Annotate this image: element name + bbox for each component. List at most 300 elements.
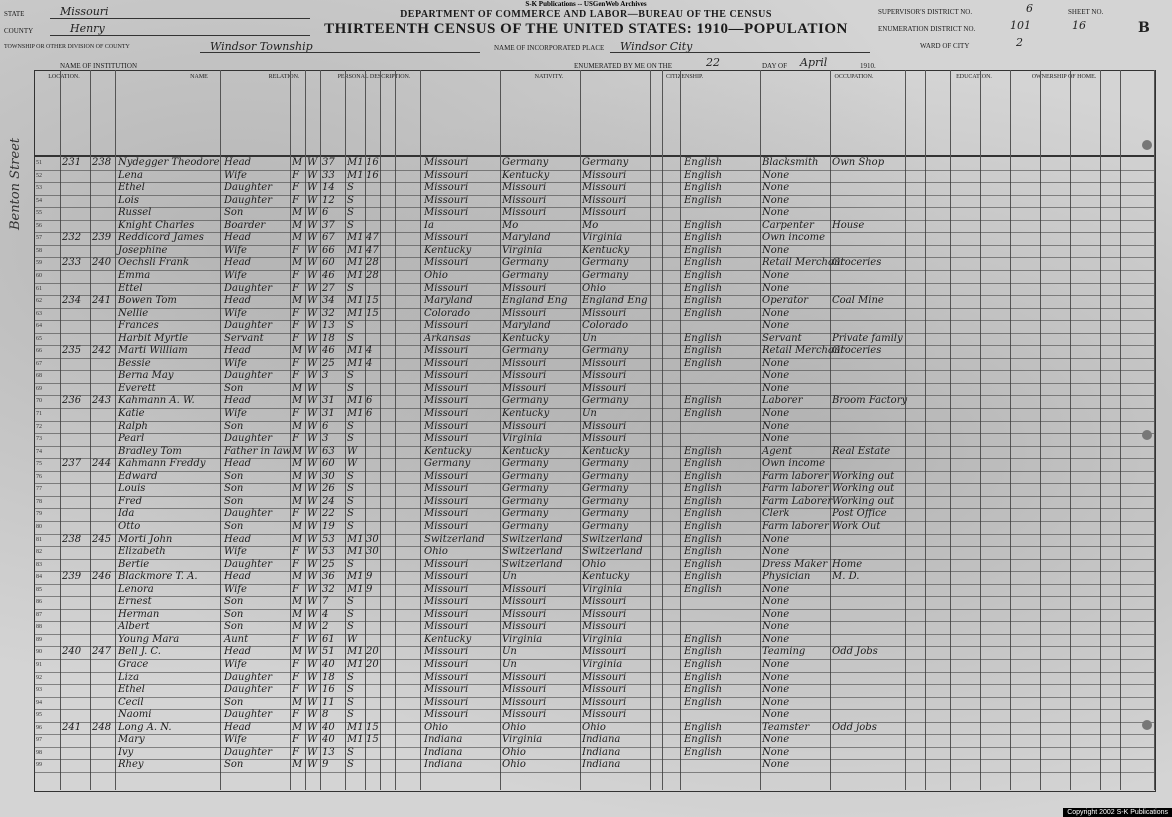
cell-mother-birthplace: Ohio [582, 721, 606, 733]
cell-relationship: Head [224, 157, 252, 168]
cell-person-name: Morti John [118, 533, 173, 545]
county-label: COUNTY [4, 27, 34, 35]
cell-mother-birthplace: Switzerland [582, 533, 643, 545]
line-number: 76 [36, 473, 42, 480]
cell-age: 6 [322, 420, 329, 432]
line-number: 54 [36, 197, 42, 204]
cell-occupation: Own income [762, 458, 826, 470]
township-label: TOWNSHIP OR OTHER DIVISION OF COUNTY [4, 44, 130, 50]
cell-family-number: 247 [92, 646, 112, 658]
cell-mother-birthplace: Missouri [582, 433, 627, 445]
cell-marital-status: M1 [347, 721, 364, 733]
cell-person-name: Kahmann A. W. [118, 395, 195, 407]
sheet-label: SHEET NO. [1068, 8, 1104, 16]
cell-sex: F [292, 746, 299, 758]
cell-birthplace: Arkansas [424, 332, 471, 344]
line-number: 92 [36, 674, 42, 681]
cell-race: W [307, 219, 318, 231]
column-rule [305, 70, 306, 790]
cell-marital-status: M1 [347, 295, 364, 307]
line-number: 65 [36, 335, 42, 342]
column-rule [760, 70, 761, 790]
cell-person-name: Ivy [118, 746, 134, 758]
enumerated-month: April [800, 56, 828, 69]
cell-relationship: Wife [224, 583, 247, 595]
cell-mother-birthplace: Missouri [582, 194, 627, 206]
line-number: 95 [36, 712, 42, 719]
cell-marital-status: S [347, 182, 354, 194]
cell-relationship: Wife [224, 408, 247, 419]
cell-father-birthplace: Missouri [502, 671, 547, 683]
line-number: 68 [36, 373, 42, 380]
cell-mother-birthplace: Missouri [582, 307, 627, 319]
cell-father-birthplace: Missouri [502, 596, 547, 608]
cell-person-name: Marti William [118, 345, 188, 357]
cell-person-name: Nydegger Theodore [118, 157, 220, 168]
cell-relationship: Wife [224, 169, 247, 181]
cell-industry: Working out [832, 483, 895, 495]
cell-language: English [684, 182, 723, 194]
cell-age: 25 [322, 558, 335, 570]
cell-relationship: Daughter [224, 433, 272, 445]
cell-birthplace: Switzerland [424, 533, 485, 545]
cell-occupation: None [762, 746, 790, 758]
cell-relationship: Daughter [224, 684, 272, 696]
cell-relationship: Daughter [224, 194, 272, 206]
cell-person-name: Reddicord James [118, 232, 204, 244]
cell-father-birthplace: Mo [502, 219, 519, 231]
col-ownership: OWNERSHIP OF HOME. [1031, 74, 1097, 80]
cell-marital-status: M1 [347, 571, 364, 583]
cell-age: 9 [322, 759, 329, 771]
cell-birthplace: Germany [424, 458, 471, 470]
cell-mother-birthplace: Ohio [582, 558, 606, 570]
cell-birthplace: Missouri [424, 583, 469, 595]
cell-mother-birthplace: Virginia [582, 633, 623, 645]
cell-relationship: Daughter [224, 746, 272, 758]
cell-person-name: Russel [118, 207, 152, 219]
cell-sex: M [292, 621, 303, 633]
column-rule [950, 70, 951, 790]
place-label: NAME OF INCORPORATED PLACE [494, 44, 605, 52]
cell-relationship: Head [224, 257, 252, 269]
cell-age: 3 [322, 433, 329, 445]
cell-age: 14 [322, 182, 335, 194]
cell-father-birthplace: Germany [502, 395, 549, 407]
cell-mother-birthplace: Missouri [582, 608, 627, 620]
cell-occupation: None [762, 420, 790, 432]
cell-birthplace: Indiana [424, 746, 463, 758]
cell-sex: M [292, 257, 303, 269]
col-occupation: OCCUPATION. [834, 74, 874, 80]
cell-occupation: None [762, 696, 790, 708]
cell-father-birthplace: Missouri [502, 207, 547, 219]
cell-years-married: 4 [366, 357, 373, 369]
cell-race: W [307, 608, 318, 620]
cell-mother-birthplace: Indiana [582, 746, 621, 758]
cell-language: English [684, 357, 723, 369]
cell-mother-birthplace: Germany [582, 157, 629, 168]
cell-language: English [684, 746, 723, 758]
cell-race: W [307, 194, 318, 206]
cell-birthplace: Missouri [424, 433, 469, 445]
cell-mother-birthplace: Colorado [582, 320, 629, 332]
cell-language: English [684, 533, 723, 545]
cell-mother-birthplace: Kentucky [582, 445, 630, 457]
cell-father-birthplace: Missouri [502, 357, 547, 369]
cell-person-name: Bessie [118, 357, 151, 369]
col-citizenship: CITIZENSHIP. [666, 74, 704, 80]
cell-race: W [307, 244, 318, 256]
cell-sex: M [292, 420, 303, 432]
cell-age: 37 [322, 219, 335, 231]
cell-marital-status: M1 [347, 157, 364, 168]
column-rule [680, 70, 681, 790]
line-number: 93 [36, 687, 42, 694]
cell-person-name: Bell J. C. [118, 646, 161, 658]
cell-marital-status: W [347, 445, 358, 457]
cell-race: W [307, 709, 318, 721]
cell-age: 18 [322, 671, 335, 683]
cell-years-married: 20 [366, 646, 379, 658]
line-number: 87 [36, 611, 42, 618]
cell-mother-birthplace: Germany [582, 458, 629, 470]
cell-mother-birthplace: Un [582, 408, 597, 419]
cell-father-birthplace: Germany [502, 470, 549, 482]
cell-birthplace: Missouri [424, 684, 469, 696]
cell-person-name: Everett [118, 382, 156, 394]
cell-birthplace: Ia [424, 219, 434, 231]
cell-father-birthplace: Un [502, 571, 517, 583]
cell-family-number: 242 [92, 345, 112, 357]
cell-race: W [307, 169, 318, 181]
cell-language: English [684, 194, 723, 206]
cell-sex: M [292, 207, 303, 219]
cell-father-birthplace: Missouri [502, 382, 547, 394]
cell-years-married: 30 [366, 533, 379, 545]
cell-father-birthplace: Germany [502, 495, 549, 507]
line-number: 70 [36, 398, 42, 405]
cell-age: 13 [322, 320, 335, 332]
cell-race: W [307, 408, 318, 419]
cell-race: W [307, 232, 318, 244]
cell-race: W [307, 533, 318, 545]
cell-sex: M [292, 458, 303, 470]
cell-marital-status: W [347, 458, 358, 470]
cell-language: English [684, 558, 723, 570]
cell-father-birthplace: Maryland [502, 232, 551, 244]
cell-relationship: Son [224, 495, 244, 507]
cell-occupation: None [762, 269, 790, 281]
cell-marital-status: M1 [347, 646, 364, 658]
cell-father-birthplace: England Eng [502, 295, 568, 307]
cell-years-married: 6 [366, 395, 373, 407]
column-rule [220, 70, 221, 790]
cell-relationship: Son [224, 608, 244, 620]
sheet-value: 16 [1072, 19, 1086, 32]
cell-person-name: Katie [118, 408, 145, 419]
cell-sex: M [292, 157, 303, 168]
enumerated-day: 22 [706, 56, 720, 69]
cell-race: W [307, 307, 318, 319]
sheet-side: B [1138, 20, 1150, 36]
cell-mother-birthplace: Germany [582, 257, 629, 269]
cell-sex: M [292, 495, 303, 507]
cell-language: English [684, 169, 723, 181]
street-side-note: Benton Street [8, 137, 23, 230]
cell-mother-birthplace: Kentucky [582, 244, 630, 256]
cell-sex: M [292, 295, 303, 307]
cell-age: 34 [322, 295, 335, 307]
cell-occupation: None [762, 684, 790, 696]
cell-language: English [684, 671, 723, 683]
cell-dwelling-number: 239 [62, 571, 82, 583]
cell-marital-status: S [347, 470, 354, 482]
line-number: 73 [36, 436, 42, 443]
cell-relationship: Wife [224, 357, 247, 369]
line-number: 62 [36, 298, 42, 305]
cell-father-birthplace: Missouri [502, 420, 547, 432]
cell-language: English [684, 269, 723, 281]
cell-person-name: Ethel [118, 684, 145, 696]
cell-language: English [684, 458, 723, 470]
cell-father-birthplace: Missouri [502, 608, 547, 620]
cell-occupation: Laborer [762, 395, 803, 407]
column-rule [90, 70, 91, 790]
cell-sex: M [292, 721, 303, 733]
cell-father-birthplace: Virginia [502, 244, 543, 256]
cell-occupation: Physician [762, 571, 811, 583]
cell-marital-status: S [347, 508, 354, 520]
cell-language: English [684, 332, 723, 344]
cell-language: English [684, 282, 723, 294]
cell-sex: F [292, 734, 299, 746]
cell-race: W [307, 508, 318, 520]
cell-sex: M [292, 533, 303, 545]
cell-industry: Home [832, 558, 863, 570]
cell-marital-status: S [347, 596, 354, 608]
cell-father-birthplace: Switzerland [502, 558, 563, 570]
cell-language: English [684, 734, 723, 746]
cell-marital-status: S [347, 520, 354, 532]
cell-person-name: Grace [118, 659, 149, 670]
cell-marital-status: S [347, 558, 354, 570]
line-number: 85 [36, 586, 42, 593]
cell-person-name: Bertie [118, 558, 150, 570]
cell-father-birthplace: Kentucky [502, 169, 550, 181]
line-number: 99 [36, 762, 42, 769]
cell-mother-birthplace: Missouri [582, 696, 627, 708]
cell-relationship: Head [224, 395, 252, 407]
cell-sex: M [292, 470, 303, 482]
cell-race: W [307, 696, 318, 708]
cell-occupation: Operator [762, 295, 809, 307]
cell-age: 53 [322, 546, 335, 558]
cell-father-birthplace: Missouri [502, 583, 547, 595]
cell-mother-birthplace: Ohio [582, 282, 606, 294]
cell-age: 31 [322, 408, 335, 419]
cell-relationship: Son [224, 382, 244, 394]
cell-sex: M [292, 571, 303, 583]
cell-person-name: Fred [118, 495, 143, 507]
cell-relationship: Son [224, 470, 244, 482]
cell-age: 63 [322, 445, 335, 457]
state-value: Missouri [60, 5, 109, 18]
cell-dwelling-number: 231 [62, 157, 82, 168]
cell-industry: Post Office [832, 508, 887, 520]
cell-occupation: None [762, 533, 790, 545]
cell-marital-status: M1 [347, 734, 364, 746]
cell-dwelling-number: 241 [62, 721, 82, 733]
column-rule [345, 70, 346, 790]
cell-mother-birthplace: Virginia [582, 659, 623, 670]
line-number: 97 [36, 737, 42, 744]
line-number: 86 [36, 599, 42, 606]
cell-person-name: Albert [118, 621, 150, 633]
cell-birthplace: Missouri [424, 232, 469, 244]
cell-person-name: Ettel [118, 282, 143, 294]
cell-father-birthplace: Maryland [502, 320, 551, 332]
cell-mother-birthplace: Germany [582, 269, 629, 281]
cell-sex: F [292, 583, 299, 595]
cell-marital-status: M1 [347, 169, 364, 181]
cell-occupation: Teamster [762, 721, 810, 733]
cell-mother-birthplace: Missouri [582, 382, 627, 394]
day-of-label: DAY OF [762, 62, 787, 70]
cell-industry: M. D. [832, 571, 860, 583]
cell-birthplace: Missouri [424, 282, 469, 294]
column-rule [650, 70, 651, 790]
cell-relationship: Son [224, 596, 244, 608]
cell-father-birthplace: Missouri [502, 307, 547, 319]
cell-mother-birthplace: Indiana [582, 759, 621, 771]
cell-occupation: Own income [762, 232, 826, 244]
cell-person-name: Naomi [118, 709, 152, 721]
cell-marital-status: M1 [347, 395, 364, 407]
cell-birthplace: Missouri [424, 646, 469, 658]
cell-marital-status: M1 [347, 533, 364, 545]
cell-person-name: Herman [118, 608, 160, 620]
cell-language: English [684, 684, 723, 696]
cell-race: W [307, 320, 318, 332]
cell-person-name: Oechsli Frank [118, 257, 190, 269]
cell-sex: F [292, 671, 299, 683]
cell-occupation: Retail Merchant [762, 257, 845, 269]
cell-age: 22 [322, 508, 335, 520]
cell-birthplace: Missouri [424, 596, 469, 608]
cell-mother-birthplace: Missouri [582, 169, 627, 181]
cell-mother-birthplace: Missouri [582, 182, 627, 194]
cell-family-number: 239 [92, 232, 112, 244]
cell-mother-birthplace: Un [582, 332, 597, 344]
line-number: 74 [36, 448, 42, 455]
cell-birthplace: Ohio [424, 269, 448, 281]
cell-race: W [307, 182, 318, 194]
line-number: 98 [36, 749, 42, 756]
line-number: 66 [36, 348, 42, 355]
cell-person-name: Bradley Tom [118, 445, 182, 457]
cell-mother-birthplace: Germany [582, 495, 629, 507]
cell-age: 30 [322, 470, 335, 482]
cell-birthplace: Missouri [424, 345, 469, 357]
cell-age: 18 [322, 332, 335, 344]
cell-birthplace: Missouri [424, 495, 469, 507]
cell-relationship: Head [224, 232, 252, 244]
cell-race: W [307, 332, 318, 344]
cell-sex: M [292, 646, 303, 658]
cell-marital-status: M1 [347, 546, 364, 558]
cell-sex: F [292, 659, 299, 670]
cell-years-married: 4 [366, 345, 373, 357]
cell-race: W [307, 746, 318, 758]
col-name: NAME [190, 74, 208, 80]
cell-occupation: None [762, 546, 790, 558]
cell-race: W [307, 282, 318, 294]
cell-person-name: Lena [118, 169, 143, 181]
township-value: Windsor Township [210, 40, 313, 53]
cell-industry: Real Estate [832, 445, 891, 457]
column-rule [1120, 70, 1121, 790]
cell-person-name: Edward [118, 470, 158, 482]
cell-father-birthplace: Germany [502, 483, 549, 495]
cell-birthplace: Missouri [424, 608, 469, 620]
cell-age: 24 [322, 495, 335, 507]
cell-birthplace: Missouri [424, 194, 469, 206]
cell-occupation: None [762, 244, 790, 256]
cell-mother-birthplace: Indiana [582, 734, 621, 746]
cell-birthplace: Indiana [424, 734, 463, 746]
line-number: 53 [36, 185, 42, 192]
cell-marital-status: S [347, 207, 354, 219]
column-rule [580, 70, 581, 790]
cell-birthplace: Ohio [424, 546, 448, 558]
cell-marital-status: M1 [347, 244, 364, 256]
supervisor-label: SUPERVISOR'S DISTRICT NO. [878, 8, 973, 16]
cell-family-number: 248 [92, 721, 112, 733]
cell-relationship: Daughter [224, 558, 272, 570]
line-number: 58 [36, 247, 42, 254]
cell-occupation: None [762, 433, 790, 445]
cell-father-birthplace: Virginia [502, 633, 543, 645]
cell-birthplace: Missouri [424, 157, 469, 168]
cell-industry: Private family [832, 332, 903, 344]
line-number: 94 [36, 699, 42, 706]
column-rule [420, 70, 421, 790]
cell-person-name: Kahmann Freddy [118, 458, 206, 470]
cell-race: W [307, 295, 318, 307]
cell-dwelling-number: 234 [62, 295, 82, 307]
line-number: 89 [36, 636, 42, 643]
cell-sex: M [292, 232, 303, 244]
cell-father-birthplace: Missouri [502, 194, 547, 206]
cell-father-birthplace: Virginia [502, 734, 543, 746]
cell-relationship: Son [224, 420, 244, 432]
cell-relationship: Servant [224, 332, 264, 344]
cell-race: W [307, 684, 318, 696]
binding-hole [1142, 140, 1152, 150]
cell-language: English [684, 445, 723, 457]
cell-birthplace: Missouri [424, 621, 469, 633]
cell-relationship: Son [224, 520, 244, 532]
cell-age: 19 [322, 520, 335, 532]
line-number: 78 [36, 498, 42, 505]
cell-age: 31 [322, 395, 335, 407]
cell-sex: F [292, 558, 299, 570]
county-rule [50, 35, 310, 36]
cell-language: English [684, 546, 723, 558]
cell-age: 27 [322, 282, 335, 294]
line-number: 77 [36, 486, 42, 493]
